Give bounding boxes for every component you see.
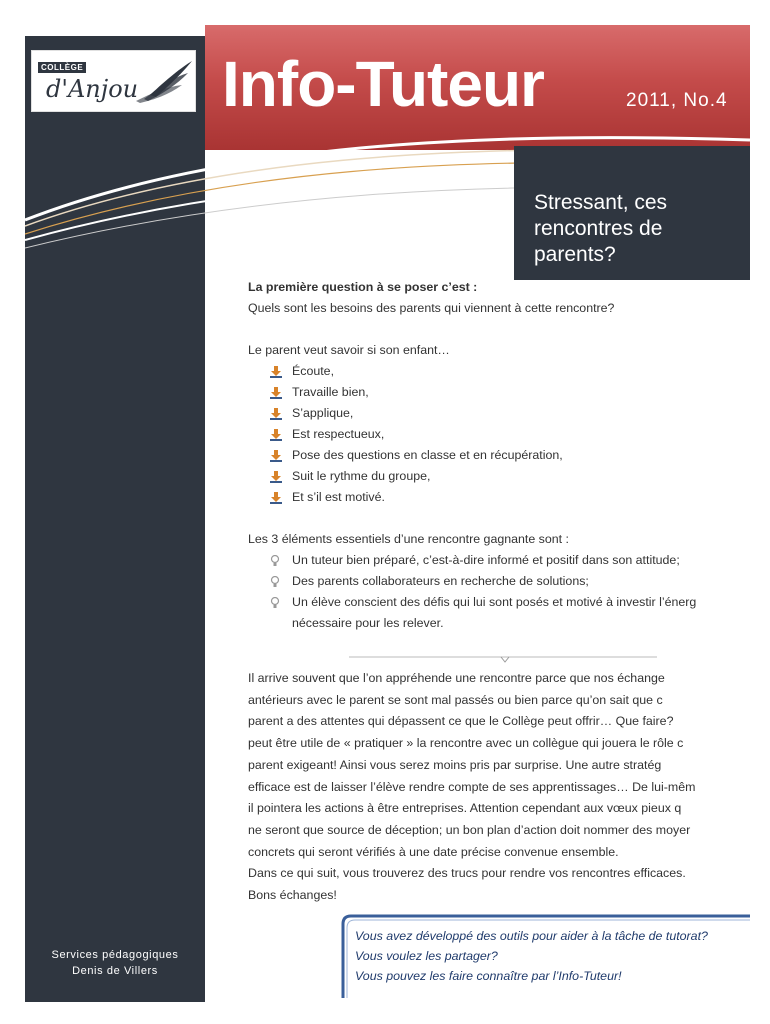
- intro-question: Quels sont les besoins des parents qui viennent à cette rencontre?: [248, 301, 615, 315]
- callout-text: Vous avez développé des outils pour aider à la tâche de tutorat? Vous voulez les partager? Vous pouvez les faire connaître par l’Info-Tuteur!: [355, 929, 708, 983]
- arrow-down-icon: [270, 408, 282, 420]
- logo-college-text: COLLÈGE: [38, 62, 86, 73]
- parent-wants-lead: Le parent veut savoir si son enfant…: [248, 343, 450, 357]
- list-item: Suit le rythme du groupe,: [270, 466, 750, 487]
- callout-box: [339, 914, 750, 1000]
- footer-department: Services pédagogiques: [51, 949, 179, 961]
- essentials-continuation: nécessaire pour les relever.: [292, 616, 444, 630]
- section-divider: [349, 654, 657, 666]
- arrow-down-icon: [270, 450, 282, 462]
- footer-author: Denis de Villers: [72, 965, 158, 977]
- arrow-down-icon: [270, 387, 282, 399]
- list-item: Est respectueux,: [270, 424, 750, 445]
- issue-number: 2011, No.4: [626, 90, 728, 111]
- list-item: S’applique,: [270, 403, 750, 424]
- list-item: Un tuteur bien préparé, c’est-à-dire informé et positif dans son attitude;: [270, 550, 750, 571]
- sidebar-footer: [25, 947, 205, 979]
- lightbulb-icon: [270, 576, 280, 588]
- lightbulb-icon: [270, 597, 280, 609]
- list-item: Un élève conscient des défis qui lui sont posés et motivé à investir l’énerg: [270, 592, 750, 613]
- topic-box: [514, 146, 750, 280]
- list-item: Écoute,: [270, 361, 750, 382]
- article-intro: [248, 277, 750, 634]
- parent-wants-list: [248, 361, 750, 508]
- newsletter-title: Info-Tuteur: [222, 48, 544, 120]
- arrow-down-icon: [270, 492, 282, 504]
- list-item: Et s’il est motivé.: [270, 487, 750, 508]
- essentials-list: [248, 550, 750, 613]
- intro-lead: La première question à se poser c’est :: [248, 280, 478, 294]
- arrow-down-icon: [270, 366, 282, 378]
- lightbulb-icon: [270, 555, 280, 567]
- topic-heading: Stressant, ces rencontres de parents?: [534, 191, 668, 266]
- article-paragraph: Il arrive souvent que l’on appréhende une rencontre parce que nos échange antérieurs avec le parent se sont mal passés ou bien parce qu’on sait que c parent a des attentes qui dépassent ce que le Collège peut offrir… Que faire? peut être utile de « pratiquer » la rencontre avec un collègue qui jouera le rôle c parent exigeant! Ainsi vous serez moins pris par surprise. Une autre stratég efficace est de laisser l’élève rendre compte de ses apprentissages… De lui-mêm il pointera les actions à être entreprises. Attention cependant aux vœux pieux q ne seront que source de déception; un bon plan d’action doit nommer des moyer concrets qui seront vérifiés à une date précise convenue ensemble. Dans ce qui suit, vous trouverez des trucs pour rendre vos rencontres efficaces. Bons échanges!: [248, 671, 696, 903]
- list-item: Travaille bien,: [270, 382, 750, 403]
- college-logo: [31, 50, 196, 112]
- list-item: Des parents collaborateurs en recherche de solutions;: [270, 571, 750, 592]
- logo-anjou-text: d'Anjou: [46, 75, 139, 103]
- essentials-lead: Les 3 éléments essentiels d’une rencontre gagnante sont :: [248, 532, 569, 546]
- arrow-down-icon: [270, 429, 282, 441]
- arrow-down-icon: [270, 471, 282, 483]
- list-item: Pose des questions en classe et en récupération,: [270, 445, 750, 466]
